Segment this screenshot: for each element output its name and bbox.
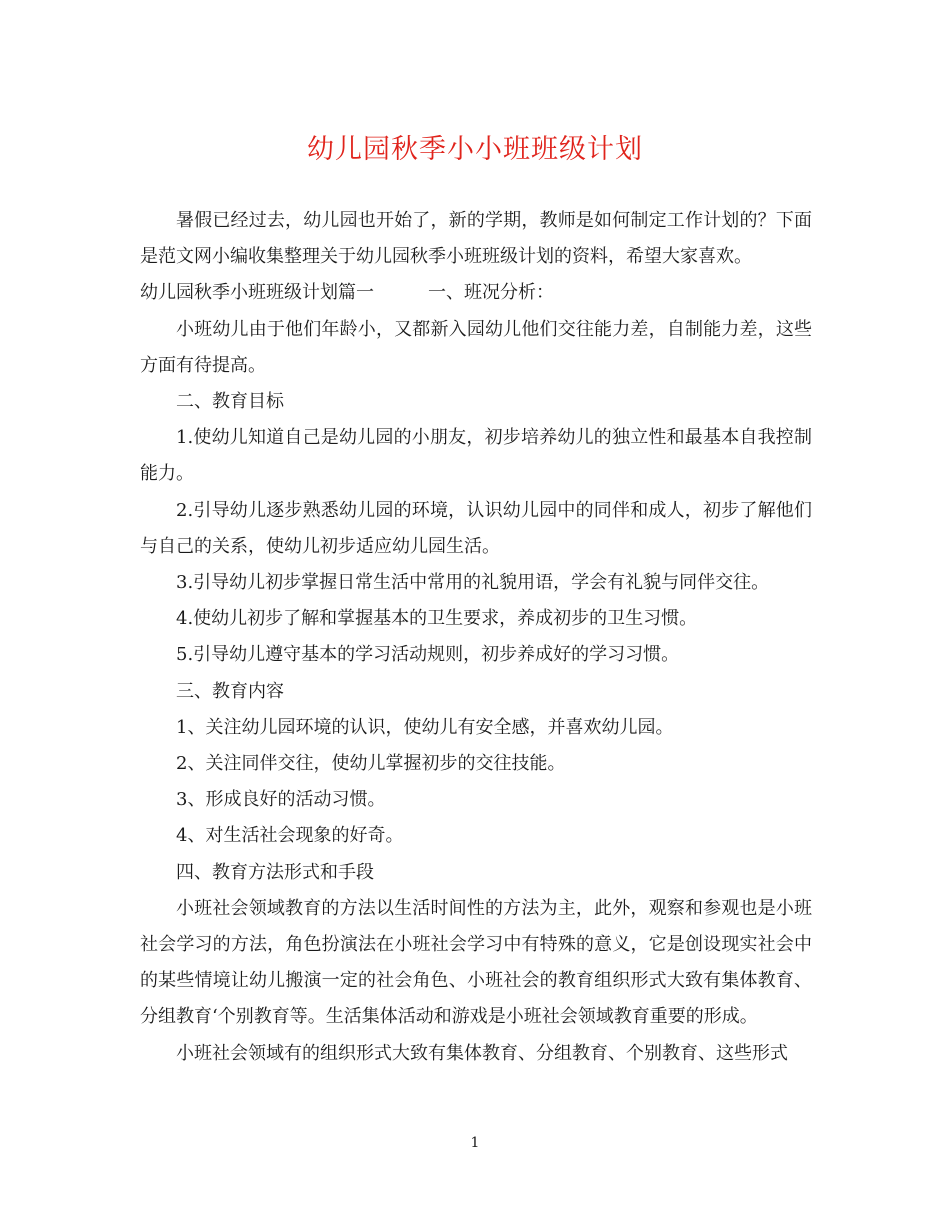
paragraph-class-analysis: 小班幼儿由于他们年龄小，又都新入园幼儿他们交往能力差，自制能力差，这些方面有待提高。 bbox=[140, 318, 812, 376]
content-item-2: 2、关注同伴交往，使幼儿掌握初步的交往技能。 bbox=[176, 753, 566, 775]
goal-item-1: 1.使幼儿知道自己是幼儿园的小朋友，初步培养幼儿的独立性和最基本自我控制能力。 bbox=[140, 427, 812, 485]
document-body bbox=[140, 203, 812, 1072]
goal-item-3: 3.引导幼儿初步掌握日常生活中常用的礼貌用语，学会有礼貌与同伴交往。 bbox=[176, 572, 770, 594]
section-heading-line bbox=[140, 275, 812, 311]
heading-class-analysis: 一、班况分析： bbox=[428, 282, 554, 304]
heading-education-content: 三、教育内容 bbox=[176, 680, 284, 702]
intro-paragraph: 暑假已经过去，幼儿园也开始了，新的学期，教师是如何制定工作计划的？下面是范文网小编收集整理关于幼儿园秋季小班班级计划的资料，希望大家喜欢。 bbox=[140, 210, 812, 268]
content-item-3: 3、形成良好的活动习惯。 bbox=[176, 789, 386, 811]
paragraph-organization: 小班社会领域有的组织形式大致有集体教育、分组教育、个别教育、这些形式 bbox=[176, 1042, 788, 1064]
goal-item-4: 4.使幼儿初步了解和掌握基本的卫生要求，养成初步的卫生习惯。 bbox=[176, 608, 698, 630]
goal-item-5: 5.引导幼儿遵守基本的学习活动规则，初步养成好的学习习惯。 bbox=[176, 644, 680, 666]
heading-education-goals: 二、教育目标 bbox=[176, 391, 284, 413]
paragraph-methods: 小班社会领域教育的方法以生活时间性的方法为主，此外，观察和参观也是小班社会学习的方法，角色扮演法在小班社会学习中有特殊的意义，它是创设现实社会中的某些情境让幼儿搬演一定的社会角色、小班社会的教育组织形式大致有集体教育、分组教育‘个别教育等。生活集体活动和游戏是小班社会领域教育重要的形成。 bbox=[140, 897, 812, 1028]
document-title: 幼儿园秋季小小班班级计划 bbox=[307, 134, 643, 165]
goal-item-2: 2.引导幼儿逐步熟悉幼儿园的环境，认识幼儿园中的同伴和成人，初步了解他们与自己的关系，使幼儿初步适应幼儿园生活。 bbox=[140, 499, 812, 557]
page-number: 1 bbox=[470, 1135, 480, 1151]
content-item-1: 1、关注幼儿园环境的认识，使幼儿有安全感，并喜欢幼儿园。 bbox=[176, 716, 674, 738]
content-item-4: 4、对生活社会现象的好奇。 bbox=[176, 825, 404, 847]
article-part-title: 幼儿园秋季小班班级计划篇一 bbox=[140, 282, 374, 304]
heading-education-methods: 四、教育方法形式和手段 bbox=[176, 861, 374, 883]
